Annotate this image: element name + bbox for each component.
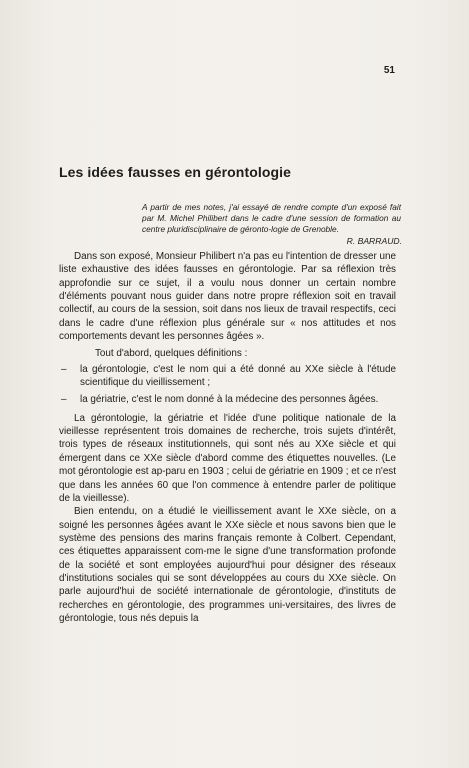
intro-note (142, 202, 401, 234)
definitions-list (59, 363, 396, 407)
definition-item (59, 363, 396, 390)
definition-item (59, 393, 396, 406)
dash-bullet-icon: – (61, 394, 67, 406)
paragraph-1: Dans son exposé, Monsieur Philibert n'a pas eu l'intention de dresser une liste exhaustive des idées fausses en gérontologie. Par sa réflexion très approfondie sur ce sujet, il a voulu nous donner un certain nombre d'éléments pouvant nous guider dans notre propre réflexion soit en travail collectif, au cours de la session, soit dans nos lieux de travail respectifs, ceci dans le cadre d'une réflexion plus générale sur « nos attitudes et nos comportements devant les personnes âgées ». (59, 251, 396, 343)
definition-text: la gériatrie, c'est le nom donné à la médecine des personnes âgées. (80, 394, 379, 406)
paragraph-3: La gérontologie, la gériatrie et l'idée d'une politique nationale de la vieillesse représentent trois domaines de recherche, trois sujets d'intérêt, trois types de réseaux institutionnels, qui sont nés au XXe siècle et qui émergent dans ce XXe siècle d'abord comme des étiquettes nouvelles. (Le mot gérontologie est ap-paru en 1903 ; celui de gériatrie en 1909 ; et ce n'est que dans les années 60 que l'on commence à entendre parler de politique de la vieillesse). (59, 412, 396, 504)
definition-text: la gérontologie, c'est le nom qui a été donné au XXe siècle à l'étude scientifique du vieillissement ; (80, 363, 396, 389)
dash-bullet-icon: – (61, 363, 67, 375)
page-number: 51 (383, 65, 395, 76)
article-title: Les idées fausses en gérontologie (59, 164, 292, 180)
article-body (59, 250, 396, 625)
paragraph-4: Bien entendu, on a étudié le vieillissement avant le XXe siècle, on a soigné les personnes âgées avant le XXe siècle et nous savons bien que le système des pensions des marins français remonte à Colbert. Cependant, ces étiquettes apparaissent com-me le signe d'une transformation profonde de la société et sont employées aujourd'hui pour désigner des réseaux d'institutions sociales qui se sont développées au cours du XXe siècle. On parle aujourd'hui de société internationale de gérontologie, d'instituts de recherches en gérontologie, des programmes uni-versitaires, des livres de gérontologie, tous nés depuis la (59, 506, 396, 624)
author-signature: R. BARRAUD. (346, 236, 402, 246)
intro-text: A partir de mes notes, j'ai essayé de rendre compte d'un exposé fait par M. Michel Philibert dans le cadre d'une session de formation au centre pluridisciplinaire de géronto-logie de Grenoble. (142, 202, 401, 234)
paragraph-definitions-intro: Tout d'abord, quelques définitions : (95, 348, 248, 360)
